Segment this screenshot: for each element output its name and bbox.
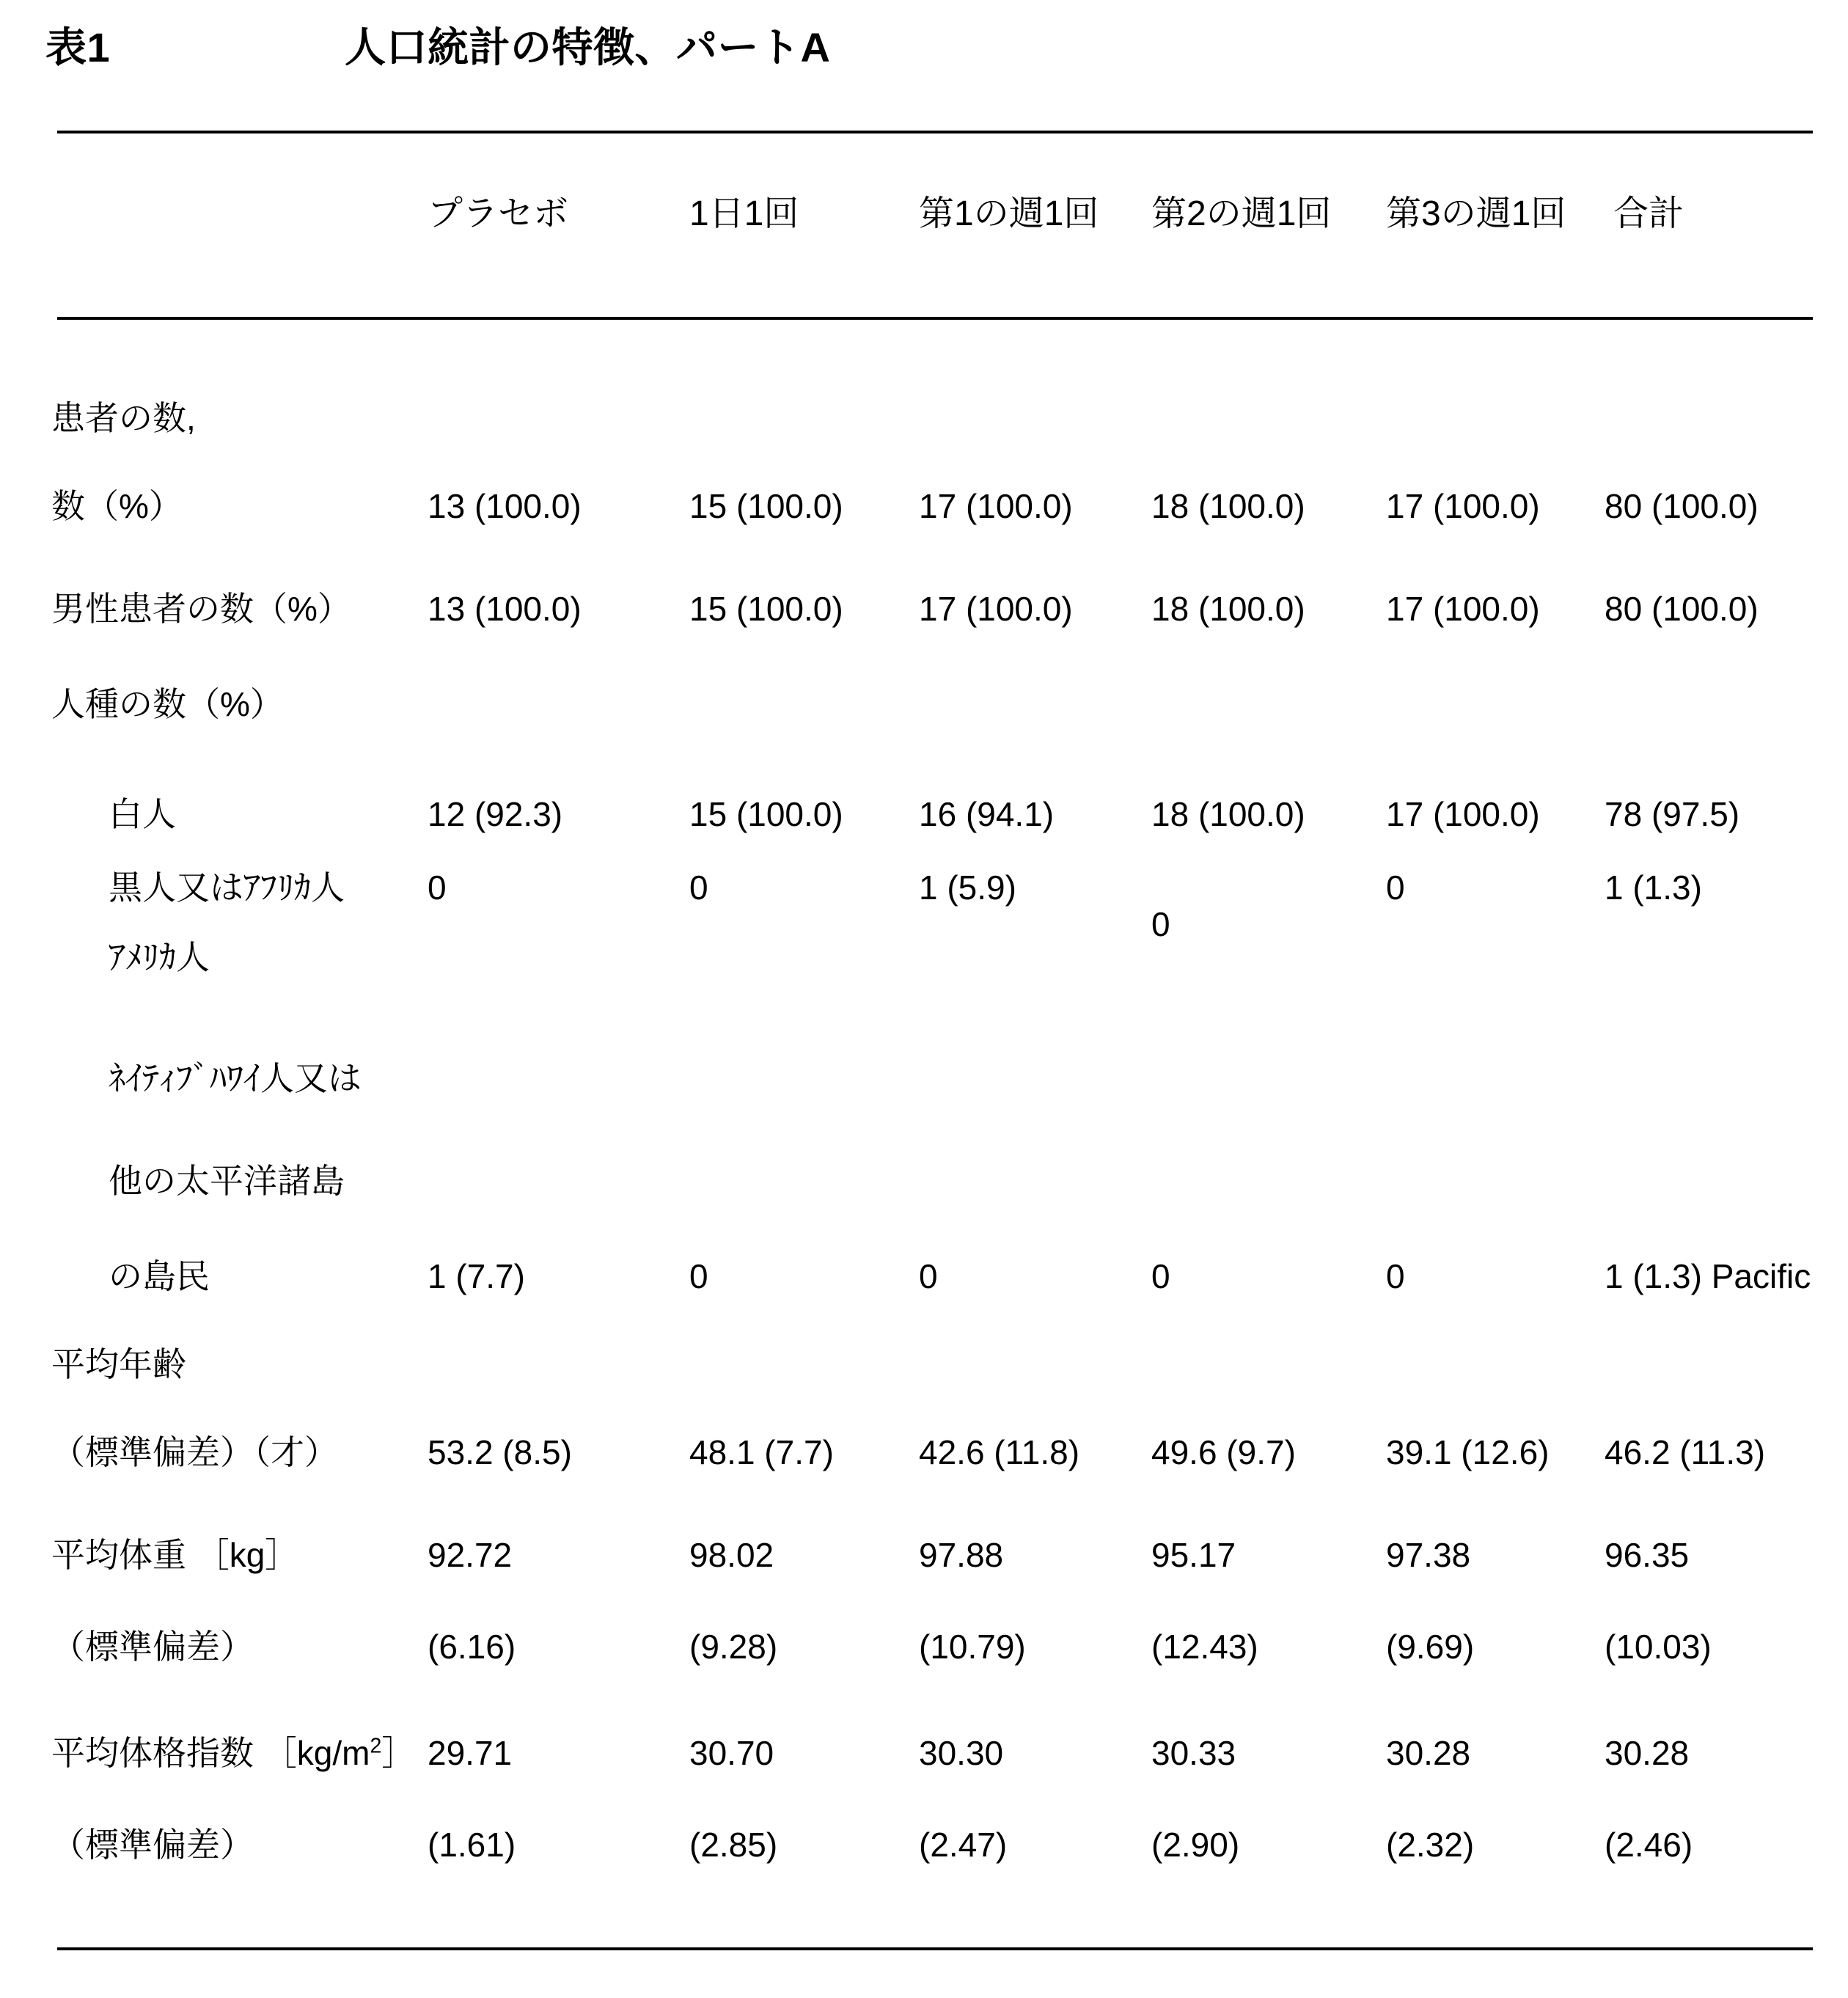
table-cell: 30.33 xyxy=(1151,1734,1236,1772)
table-cell: 30.30 xyxy=(919,1734,1004,1772)
table-cell: 1 (7.7) xyxy=(428,1257,525,1295)
row-label: 平均年齢 xyxy=(51,1345,186,1383)
column-header: 合計 xyxy=(1613,194,1684,233)
table-cell: (2.85) xyxy=(689,1826,778,1864)
table-cell: 17 (100.0) xyxy=(919,590,1073,628)
table-cell: 0 xyxy=(428,868,447,907)
table-cell: 30.70 xyxy=(689,1734,774,1772)
table-cell: 17 (100.0) xyxy=(919,487,1073,525)
table-cell: 17 (100.0) xyxy=(1386,487,1540,525)
table-cell: 13 (100.0) xyxy=(428,590,582,628)
table-cell: 0 xyxy=(1151,905,1170,943)
table-cell: 17 (100.0) xyxy=(1386,795,1540,833)
table-cell: 15 (100.0) xyxy=(689,487,843,525)
table-cell: 0 xyxy=(689,1257,708,1295)
table-cell: (10.79) xyxy=(919,1628,1026,1666)
table-cell: 97.38 xyxy=(1386,1536,1471,1574)
row-label: 人種の数（%） xyxy=(51,685,284,723)
table-cell: 96.35 xyxy=(1605,1536,1690,1574)
row-label: 平均体格指数 $[kg/m^2]$ xyxy=(51,1734,416,1772)
table-cell: 78 (97.5) xyxy=(1605,795,1740,833)
table-cell: (2.32) xyxy=(1386,1826,1475,1864)
row-label: 他の太平洋諸島 xyxy=(109,1162,345,1200)
table-cell: 0 xyxy=(919,1257,938,1295)
row-label: の島民 xyxy=(109,1257,210,1295)
table-cell: 95.17 xyxy=(1151,1536,1236,1574)
table-cell: 42.6 (11.8) xyxy=(919,1433,1080,1471)
table-cell: 46.2 (11.3) xyxy=(1605,1433,1766,1471)
table-cell: 29.71 xyxy=(428,1734,513,1772)
table-cell: 1 (1.3) xyxy=(1605,868,1702,907)
table-cell: 30.28 xyxy=(1386,1734,1471,1772)
row-label: 患者の数, xyxy=(51,399,196,437)
table-cell: 0 xyxy=(689,868,708,907)
table-cell: 15 (100.0) xyxy=(689,795,843,833)
table-cell: 16 (94.1) xyxy=(919,795,1055,833)
table-cell: 18 (100.0) xyxy=(1151,590,1305,628)
table-cell: (6.16) xyxy=(428,1628,516,1666)
column-header: 第3の週1回 xyxy=(1386,194,1566,233)
table-cell: 48.1 (7.7) xyxy=(689,1433,834,1471)
table-cell: 97.88 xyxy=(919,1536,1004,1574)
row-label: 黒人又はｱﾌﾘｶ人 xyxy=(109,868,345,907)
table-cell: (10.03) xyxy=(1605,1628,1712,1666)
table-cell: (1.61) xyxy=(428,1826,516,1864)
table-cell: 0 xyxy=(1151,1257,1170,1295)
table-cell: 0 xyxy=(1386,868,1405,907)
table-cell: 0 xyxy=(1386,1257,1405,1295)
table-bottom-rule xyxy=(57,1947,1813,1950)
row-label: ｱﾒﾘｶ人 xyxy=(109,938,210,976)
table-cell: 18 (100.0) xyxy=(1151,795,1305,833)
column-header: プラセボ xyxy=(428,194,569,233)
table-cell: 18 (100.0) xyxy=(1151,487,1305,525)
row-label: ﾈｲﾃｨﾌﾞﾊﾜｲ人又は xyxy=(109,1059,362,1097)
table-cell: 1 (5.9) xyxy=(919,868,1016,907)
row-label: （標準偏差） xyxy=(51,1628,254,1666)
table-cell: (2.90) xyxy=(1151,1826,1240,1864)
table-cell: 98.02 xyxy=(689,1536,774,1574)
table-cell: 12 (92.3) xyxy=(428,795,563,833)
page-title: 人口統計の特徴、パートA xyxy=(345,24,831,70)
table-cell: 80 (100.0) xyxy=(1605,487,1759,525)
row-label: 平均体重 ［kg］ xyxy=(51,1536,299,1574)
row-label: （標準偏差） xyxy=(51,1826,254,1864)
table-cell: 15 (100.0) xyxy=(689,590,843,628)
column-header: 1日1回 xyxy=(689,194,799,233)
table-header-rule xyxy=(57,317,1813,320)
table-number: 表1 xyxy=(45,24,111,70)
row-label: （標準偏差）（才） xyxy=(51,1433,338,1471)
table-cell: 92.72 xyxy=(428,1536,513,1574)
table-cell: 39.1 (12.6) xyxy=(1386,1433,1550,1471)
table-cell: 17 (100.0) xyxy=(1386,590,1540,628)
table-cell: (9.28) xyxy=(689,1628,778,1666)
table-cell: 80 (100.0) xyxy=(1605,590,1759,628)
table-cell: (12.43) xyxy=(1151,1628,1258,1666)
table-cell: 30.28 xyxy=(1605,1734,1690,1772)
table-top-rule xyxy=(57,131,1813,133)
table-cell: 1 (1.3) Pacific xyxy=(1605,1257,1811,1295)
table-cell: 53.2 (8.5) xyxy=(428,1433,572,1471)
column-header: 第2の週1回 xyxy=(1151,194,1332,233)
row-label: 男性患者の数（%） xyxy=(51,590,351,628)
column-header: 第1の週1回 xyxy=(919,194,1099,233)
table-cell: 13 (100.0) xyxy=(428,487,582,525)
table-cell: (2.46) xyxy=(1605,1826,1693,1864)
row-label: 数（%） xyxy=(51,487,183,525)
row-label: 白人 xyxy=(109,795,176,833)
table-cell: (2.47) xyxy=(919,1826,1008,1864)
table-cell: 49.6 (9.7) xyxy=(1151,1433,1296,1471)
table-title-row xyxy=(0,7,1848,88)
table-cell: (9.69) xyxy=(1386,1628,1475,1666)
